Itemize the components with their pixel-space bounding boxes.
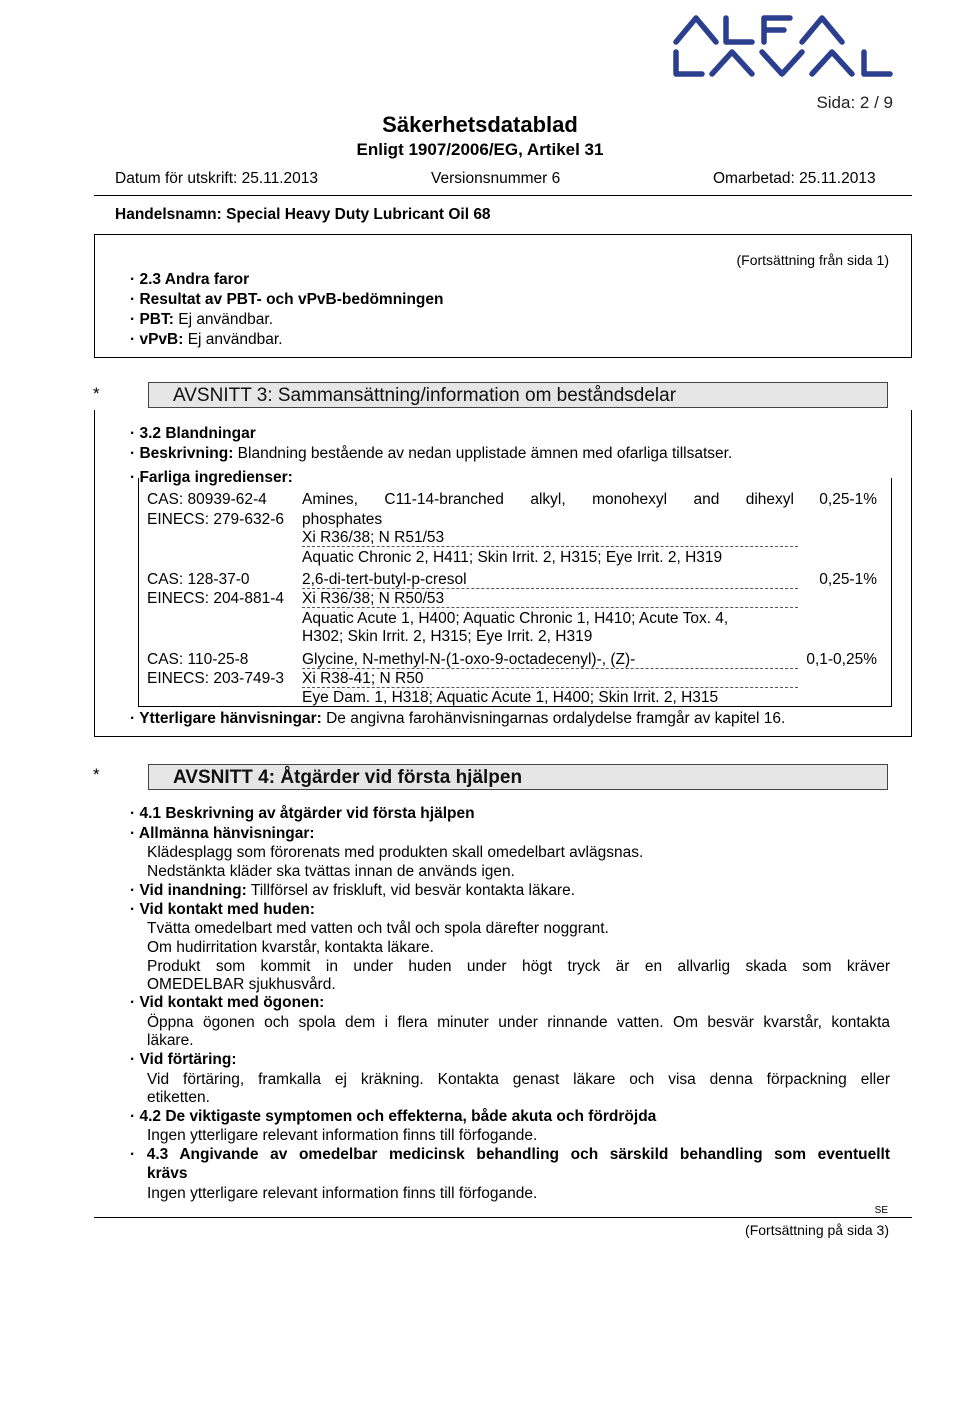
continued-from: (Fortsättning från sida 1) (736, 252, 889, 268)
s4-line-15: Vid förtäring, framkalla ej kräkning. Kontakta genast läkare och visa denna förpackning eller (147, 1071, 890, 1088)
s3-line-2: · Beskrivning: Blandning bestående av nedan upplistade ämnen med ofarliga tillsatser. (130, 445, 733, 462)
s3-line-1: · 3.2 Blandningar (130, 425, 256, 442)
revised-date: Omarbetad: 25.11.2013 (713, 170, 876, 187)
ingredient-1-name: Amines, C11-14-branched alkyl, monohexyl and dihexyl (302, 491, 794, 508)
ingredient-1-name-cont: phosphates (302, 511, 383, 528)
ingredient-3-cas: CAS: 110-25-8 (147, 651, 249, 668)
ingredient-1-einecs: EINECS: 279-632-6 (147, 511, 284, 528)
ingredient-3-r-phrases: Xi R38-41; N R50 (302, 670, 424, 687)
s4-line-20: krävs (147, 1165, 188, 1182)
s4-line-8: Om hudirritation kvarstår, kontakta läkare. (147, 939, 434, 956)
s4-line-7: Tvätta omedelbart med vatten och tvål och spola därefter noggrant. (147, 920, 609, 937)
ingredient-2-clp: Aquatic Acute 1, H400; Aquatic Chronic 1, H410; Acute Tox. 4, (302, 610, 729, 627)
ingredient-1-r-phrases: Xi R36/38; N R51/53 (302, 529, 445, 546)
s4-line-1: · 4.1 Beskrivning av åtgärder vid första hjälpen (130, 805, 475, 822)
ingredient-2-r-phrases: Xi R36/38; N R50/53 (302, 590, 445, 607)
s3-line-4: · Ytterligare hänvisningar: De angivna farohänvisningarnas ordalydelse framgår av kapitel 16. (130, 710, 786, 727)
s2-line-4: · vPvB: Ej användbar. (130, 331, 283, 348)
ingredient-1-percent: 0,25-1% (819, 491, 877, 508)
s4-line-10: OMEDELBAR sjukhusvård. (147, 976, 336, 993)
s4-line-2: · Allmänna hänvisningar: (130, 825, 315, 842)
s4-line-4: Nedstänkta kläder ska tvättas innan de används igen. (147, 863, 515, 880)
s4-line-6: · Vid kontakt med huden: (130, 901, 315, 918)
s4-line-14: · Vid förtäring: (130, 1051, 237, 1068)
divider (302, 607, 798, 608)
ingredient-3-percent: 0,1-0,25% (806, 651, 877, 668)
s4-line-9: Produkt som kommit in under huden under högt tryck är en allvarlig skada som kräver (147, 958, 890, 975)
ingredient-1-cas: CAS: 80939-62-4 (147, 491, 267, 508)
s4-line-17: · 4.2 De viktigaste symptomen och effekterna, både akuta och fördröjda (130, 1108, 657, 1125)
s4-line-3: Klädesplagg som förorenats med produkten skall omedelbart avlägsnas. (147, 844, 644, 861)
header-divider (94, 195, 912, 196)
s3-line-3: · Farliga ingredienser: (130, 469, 293, 486)
document-title: Säkerhetsdatablad (382, 112, 578, 137)
s4-line-18: Ingen ytterligare relevant information finns till förfogande. (147, 1127, 538, 1144)
divider (302, 546, 798, 547)
print-date: Datum för utskrift: 25.11.2013 (115, 170, 319, 187)
document-subtitle: Enligt 1907/2006/EG, Artikel 31 (356, 140, 604, 159)
s2-line-1: · 2.3 Andra faror (130, 271, 250, 288)
page-number: Sida: 2 / 9 (816, 93, 893, 112)
s2-line-2: · Resultat av PBT- och vPvB-bedömningen (130, 291, 444, 308)
ingredient-2-cas: CAS: 128-37-0 (147, 571, 250, 588)
s4-line-13: läkare. (147, 1032, 194, 1049)
ingredient-2-einecs: EINECS: 204-881-4 (147, 590, 284, 607)
language-code: SE (874, 1205, 888, 1216)
ingredient-3-einecs: EINECS: 203-749-3 (147, 670, 284, 687)
ingredient-2-percent: 0,25-1% (819, 571, 877, 588)
ingredient-3-clp: Eye Dam. 1, H318; Aquatic Acute 1, H400; Skin Irrit. 2, H315 (302, 689, 719, 706)
s4-line-16: etiketten. (147, 1089, 210, 1106)
section4-heading: AVSNITT 4: Åtgärder vid första hjälpen (148, 764, 888, 790)
s4-line-21: Ingen ytterligare relevant information finns till förfogande. (147, 1185, 538, 1202)
section4-change-marker: * (93, 765, 100, 784)
s4-line-11: · Vid kontakt med ögonen: (130, 994, 325, 1011)
section3-heading: AVSNITT 3: Sammansättning/information om beståndsdelar (148, 382, 888, 408)
s4-line-12: Öppna ögonen och spola dem i flera minuter under rinnande vatten. Om besvär kvarstår, kontakta (147, 1014, 890, 1031)
footer-divider (94, 1217, 912, 1218)
ingredient-3-name: Glycine, N-methyl-N-(1-oxo-9-octadecenyl)-, (Z)- (302, 651, 636, 668)
section3-change-marker: * (93, 384, 100, 403)
s4-line-5: · Vid inandning: Tillförsel av friskluft, vid besvär kontakta läkare. (130, 882, 576, 899)
s4-line-19: · 4.3 Angivande av omedelbar medicinsk behandling och särskild behandling som eventuellt (130, 1146, 890, 1163)
trade-name: Handelsnamn: Special Heavy Duty Lubricant Oil 68 (115, 206, 491, 223)
s2-line-3: · PBT: Ej användbar. (130, 311, 274, 328)
ingredient-2-name: 2,6-di-tert-butyl-p-cresol (302, 571, 467, 588)
version-number: Versionsnummer 6 (431, 170, 561, 187)
ingredient-2-clp-cont: H302; Skin Irrit. 2, H315; Eye Irrit. 2, H319 (302, 628, 593, 645)
alfa-laval-logo (668, 12, 930, 80)
ingredient-1-clp: Aquatic Chronic 2, H411; Skin Irrit. 2, H315; Eye Irrit. 2, H319 (302, 549, 723, 566)
continued-to: (Fortsättning på sida 3) (745, 1222, 889, 1238)
